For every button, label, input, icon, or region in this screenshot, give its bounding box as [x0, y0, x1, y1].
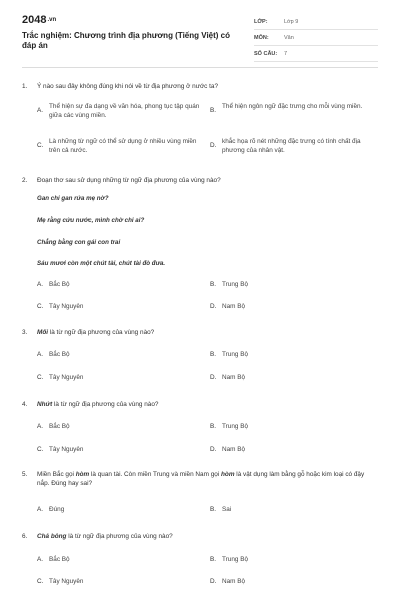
option-letter: D. — [210, 446, 217, 453]
option-text: Nam Bộ — [222, 578, 246, 585]
question-3 — [22, 328, 378, 381]
option-text: Sai — [222, 506, 232, 513]
option-letter: D. — [210, 142, 217, 149]
poem-line-2: Mẹ rằng cứu nước, mình chờ chi ai? — [37, 217, 145, 224]
option-d[interactable] — [210, 302, 245, 311]
option-letter: A. — [37, 107, 44, 114]
poem-line-4: Sáu mươi còn một chút tài, chút tài đò đưa. — [37, 260, 166, 267]
keyword: hòm — [75, 471, 90, 478]
meta-key: SỐ CÂU: — [254, 50, 278, 57]
option-d[interactable] — [210, 373, 245, 382]
logo-text: 2048 — [22, 14, 47, 26]
meta-info — [254, 14, 378, 62]
option-text: Nam Bộ — [222, 446, 246, 453]
option-text: Là những từ ngữ có thể sử dụng ở nhiều vùng miền trên cả nước. — [49, 138, 197, 154]
option-text: Tây Nguyên — [49, 446, 84, 453]
question-text-part: là quan tài. Còn miền Trung và miền Nam gọi — [89, 471, 222, 478]
option-a[interactable] — [37, 102, 207, 120]
question-number: 5. — [22, 471, 28, 478]
logo-suffix: .vn — [47, 17, 57, 23]
option-letter: A. — [37, 351, 44, 358]
option-letter: B. — [210, 281, 217, 288]
option-letter: B. — [210, 351, 217, 358]
keyword: Mői — [37, 329, 49, 336]
option-text: Bắc Bộ — [49, 423, 70, 430]
option-letter: C. — [37, 446, 44, 453]
question-6 — [22, 532, 378, 585]
question-text — [37, 328, 378, 337]
option-d[interactable] — [210, 445, 245, 454]
meta-value: Lớp 9 — [284, 18, 299, 25]
option-b[interactable] — [210, 555, 248, 564]
option-a[interactable] — [37, 280, 70, 289]
question-4 — [22, 400, 378, 453]
option-letter: B. — [210, 423, 217, 430]
option-b[interactable] — [210, 102, 378, 115]
option-letter: A. — [37, 506, 44, 513]
question-text — [37, 470, 378, 488]
option-text: Tây Nguyên — [49, 374, 84, 381]
option-letter: A. — [37, 281, 44, 288]
keyword: hòm — [221, 471, 235, 478]
option-letter: D. — [210, 578, 217, 585]
meta-key: LỚP: — [254, 18, 268, 25]
question-text: Ý nào sau đây không đúng khi nói về từ địa phương ở nước ta? — [37, 83, 219, 90]
header-divider — [22, 67, 378, 68]
option-a[interactable] — [37, 350, 70, 359]
option-letter: A. — [37, 423, 44, 430]
option-text: Trung Bộ — [222, 423, 249, 430]
option-c[interactable] — [37, 302, 83, 311]
question-number: 3. — [22, 329, 28, 336]
question-5 — [22, 470, 378, 513]
option-text: Trung Bộ — [222, 281, 249, 288]
option-d[interactable] — [210, 577, 245, 586]
option-c[interactable] — [37, 577, 83, 586]
keyword: Nhứt — [37, 401, 53, 408]
option-text: Tây Nguyên — [49, 303, 84, 310]
option-text: Tây Nguyên — [49, 578, 84, 585]
option-a[interactable] — [37, 422, 70, 431]
page-title: Trắc nghiệm: Chương trình địa phương (Tiếng Việt) có đáp án — [22, 31, 231, 50]
option-d[interactable] — [210, 137, 378, 155]
meta-row-subject — [254, 30, 378, 46]
site-logo[interactable] — [22, 14, 56, 26]
option-letter: B. — [210, 107, 217, 114]
option-letter: A. — [37, 556, 44, 563]
option-text: Trung Bộ — [222, 556, 249, 563]
option-b[interactable] — [210, 280, 248, 289]
option-c[interactable] — [37, 373, 83, 382]
option-text: Thể hiện ngôn ngữ đặc trưng cho mỗi vùng miền. — [222, 103, 363, 110]
question-1 — [22, 82, 378, 154]
question-2 — [22, 176, 378, 310]
question-number: 6. — [22, 533, 28, 540]
option-c[interactable] — [37, 137, 207, 155]
question-text: Đoạn thơ sau sử dụng những từ ngữ địa phương của vùng nào? — [37, 177, 221, 184]
question-text — [37, 400, 378, 409]
question-text-part: Miền Bắc gọi — [37, 471, 76, 478]
option-letter: C. — [37, 303, 44, 310]
option-letter: C. — [37, 374, 44, 381]
option-letter: B. — [210, 556, 217, 563]
question-text-rest: là từ ngữ địa phương của vùng nào? — [48, 329, 155, 336]
option-letter: D. — [210, 303, 217, 310]
option-text: Bắc Bộ — [49, 351, 70, 358]
option-text: Đúng — [49, 506, 65, 513]
question-text-part: là vật dụng làm bằng gỗ hoặc kim loại có đậy nắp. Đúng hay sai? — [37, 471, 365, 487]
option-letter: C. — [37, 578, 44, 585]
option-text: Bắc Bộ — [49, 556, 70, 563]
meta-key: MÔN: — [254, 34, 269, 41]
option-letter: C. — [37, 142, 44, 149]
option-text: Bắc Bộ — [49, 281, 70, 288]
option-text: Nam Bộ — [222, 374, 246, 381]
option-b[interactable] — [210, 422, 248, 431]
option-text: Trung Bộ — [222, 351, 249, 358]
poem-line-1: Gan chi gan rứa mẹ nờ? — [37, 195, 109, 202]
meta-value: 7 — [284, 50, 288, 57]
keyword: Chả bông — [37, 533, 67, 540]
option-b[interactable] — [210, 505, 231, 514]
option-c[interactable] — [37, 445, 83, 454]
option-letter: B. — [210, 506, 217, 513]
meta-row-grade — [254, 14, 378, 30]
option-text: Thể hiện sự đa dạng về văn hóa, phong tục tập quán giữa các vùng miền. — [49, 103, 200, 119]
meta-value: Văn — [284, 34, 294, 41]
option-letter: D. — [210, 374, 217, 381]
option-b[interactable] — [210, 350, 248, 359]
option-a[interactable] — [37, 555, 70, 564]
question-text-rest: là từ ngữ địa phương của vùng nào? — [52, 401, 159, 408]
option-text: khắc họa rõ nét những đặc trưng có tính chất địa phương của nhân vật. — [222, 138, 361, 154]
question-text — [37, 532, 378, 541]
meta-row-count — [254, 46, 378, 62]
question-number: 2. — [22, 177, 28, 184]
question-number: 4. — [22, 401, 28, 408]
option-a[interactable] — [37, 505, 64, 514]
option-text: Nam Bộ — [222, 303, 246, 310]
poem-line-3: Chẳng bằng con gái con trai — [37, 239, 121, 246]
question-text-rest: là từ ngữ địa phương của vùng nào? — [66, 533, 173, 540]
question-number: 1. — [22, 83, 28, 90]
